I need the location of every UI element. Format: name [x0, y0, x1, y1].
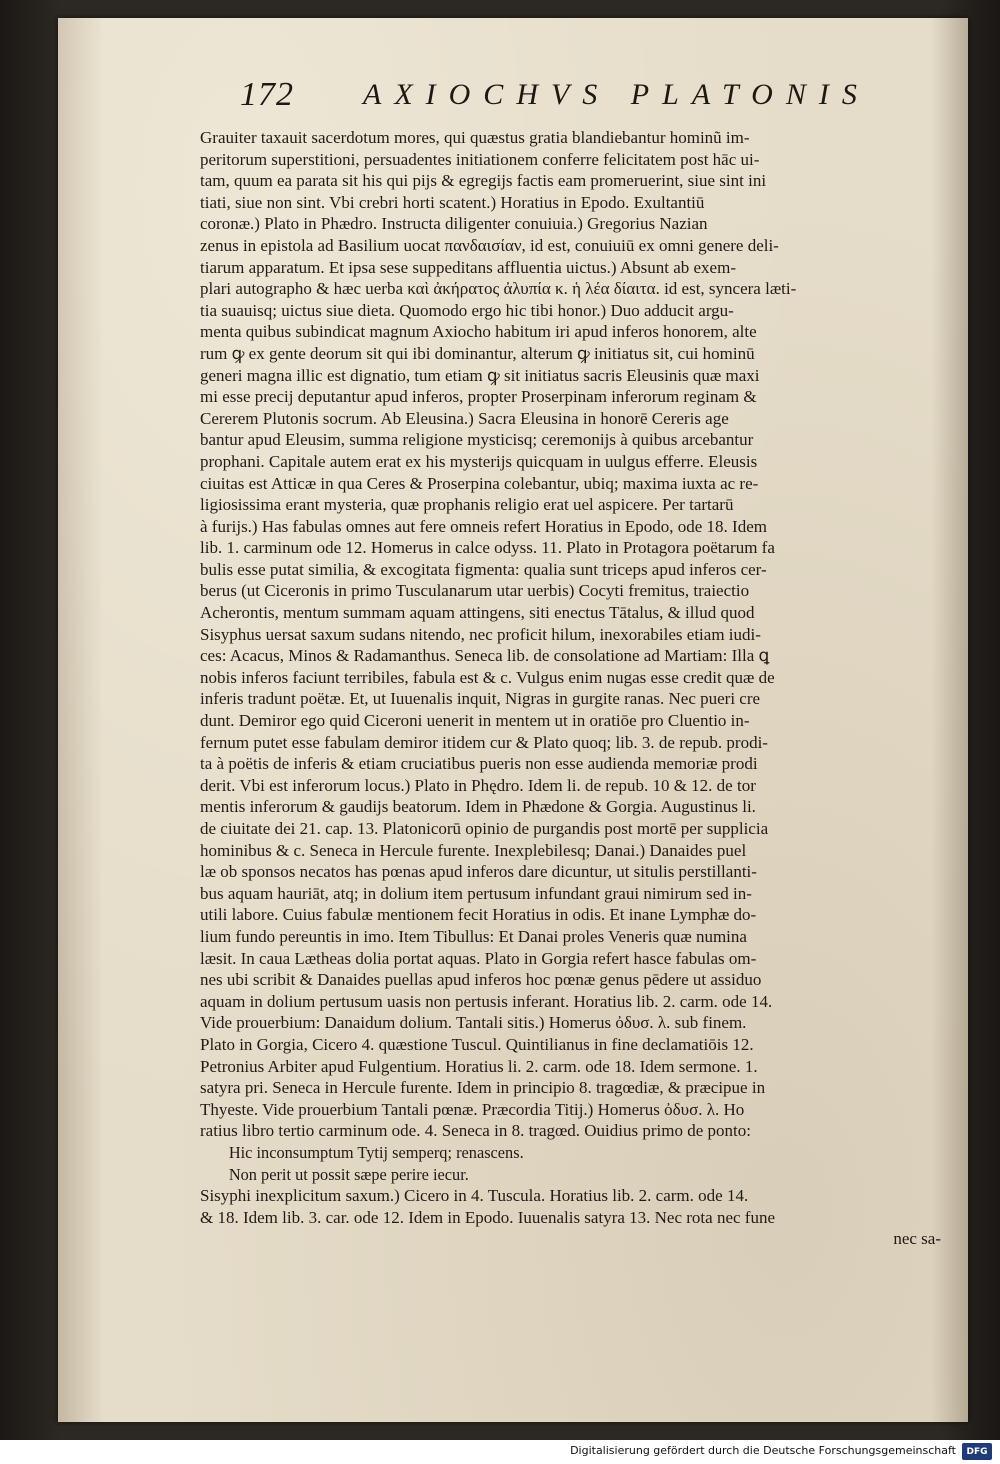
text-line: satyra pri. Seneca in Hercule furente. Idem in principio 8. tragœdiæ, & præcipue in — [200, 1078, 766, 1098]
text-line: nes ubi scribit & Danaides puellas apud inferos hoc pœnæ genus pēdere ut assiduo — [200, 970, 762, 990]
closing-lines — [200, 1185, 965, 1228]
text-line: mi esse precij deputantur apud inferos, propter Proserpinam inferorum reginam & — [200, 387, 757, 407]
verse-line: Hic inconsumptum Tytij semperq; renascens. — [228, 1142, 524, 1162]
text-line: bus aquam hauriāt, atq; in dolium item pertusum infundant graui nimirum sed in- — [200, 883, 752, 903]
verse-line: Non perit ut possit sæpe perire iecur. — [228, 1164, 469, 1184]
text-line: berus (ut Ciceronis in primo Tusculanarum utar uerbis) Cocyti fremitus, traiectio — [200, 581, 750, 601]
text-line: lium fundo pereuntis in imo. Item Tibullus: Et Danai proles Veneris quæ numina — [200, 926, 747, 946]
text-line: ciuitas est Atticæ in qua Ceres & Proserpina colebantur, ubiq; maxima iuxta ac re- — [200, 473, 759, 493]
text-line: bantur apud Eleusim, summa religione mysticisq; ceremonijs à quibus arcebantur — [200, 430, 754, 450]
text-line: Sisyphus uersat saxum sudans nitendo, nec proficit hilum, inexorabiles etiam iudi- — [200, 624, 761, 644]
text-line: læ ob sponsos necatos has pœnas apud inferos dare dicuntur, ut situlis perstillanti- — [200, 862, 757, 882]
text-line: Vide prouerbium: Danaidum dolium. Tantali sitis.) Homerus ὀδυσ. λ. sub finem. — [200, 1013, 747, 1033]
text-line: tam, quum ea parata sit his qui pijs & egregijs factis eam promeruerint, siue sint ini — [200, 171, 767, 191]
text-line: Cererem Plutonis socrum. Ab Eleusina.) Sacra Eleusina in honorē Cereris age — [200, 408, 729, 428]
funding-credit: Digitalisierung gefördert durch die Deutsche Forschungsgemeinschaft — [570, 1444, 956, 1457]
text-line: prophani. Capitale autem erat ex his mysterijs quicquam in uulgus efferre. Eleusis — [200, 451, 758, 471]
text-line: menta quibus subindicat magnum Axiocho habitum iri apud inferos honorem, alte — [200, 322, 757, 342]
text-line: nobis inferos faciunt terribiles, fabula est & c. Vulgus enim nugas esse credit quæ de — [200, 667, 775, 687]
page-number: 172 — [240, 76, 294, 113]
page-header — [178, 76, 938, 120]
footer-bar — [0, 1440, 1000, 1464]
text-line: ces: Acacus, Minos & Radamanthus. Seneca lib. de consolatione ad Martiam: Illa ꝗ — [200, 646, 770, 666]
text-line: tiati, siue non sint. Vbi crebri horti scatent.) Horatius in Epodo. Exultantiū — [200, 192, 705, 212]
text-line: Plato in Gorgia, Cicero 4. quæstione Tuscul. Quintilianus in fine declamatiōis 12. — [200, 1034, 754, 1054]
text-line: Sisyphi inexplicitum saxum.) Cicero in 4. Tuscula. Horatius lib. 2. carm. ode 14. — [200, 1186, 749, 1206]
text-line: tia suauisq; uictus siue dieta. Quomodo ergo hic tibi honor.) Duo adducit argu- — [200, 300, 734, 320]
dfg-logo: DFG — [962, 1443, 992, 1460]
text-line: & 18. Idem lib. 3. car. ode 12. Idem in Epodo. Iuuenalis satyra 13. Nec rota nec fune — [200, 1207, 775, 1227]
text-line: tiarum apparatum. Et ipsa sese suppeditans affluentia uictus.) Absunt ab exem- — [200, 257, 736, 277]
text-line: bulis esse putat similia, & excogitata figmenta: qualia sunt triceps apud inferos cer- — [200, 559, 767, 579]
text-line: lib. 1. carminum ode 12. Homerus in calce odyss. 11. Plato in Protagora poëtarum fa — [200, 538, 775, 558]
text-line: à furijs.) Has fabulas omnes aut fere omneis refert Horatius in Epodo, ode 18. Idem — [200, 516, 767, 536]
text-line: plari autographo & hæc uerba καὶ ἀκήρατος ἀλυπία κ. ἡ λέα δίαιτα. id est, syncera læti- — [200, 279, 797, 299]
commentary-text — [200, 127, 965, 1250]
text-line: ta à poëtis de inferis & etiam cruciatibus pueris non esse audienda memoriæ prodi — [200, 754, 758, 774]
text-line: derit. Vbi est inferorum locus.) Plato in Phędro. Idem li. de repub. 10 & 12. de tor — [200, 775, 756, 795]
running-title: AXIOCHVS PLATONIS — [363, 78, 870, 111]
text-line: de ciuitate dei 21. cap. 13. Platonicorū opinio de purgandis post mortē per supplicia — [200, 819, 769, 838]
text-line: coronæ.) Plato in Phædro. Instructa diligenter conuiuia.) Gregorius Nazian — [200, 214, 708, 234]
commentary-lines — [200, 127, 965, 1142]
text-line: hominibus & c. Seneca in Hercule furente. Inexplebilesq; Danai.) Danaides puel — [200, 840, 747, 860]
catchword: nec sa- — [893, 1229, 941, 1249]
text-line: aquam in dolium pertusum uasis non pertusis inferant. Horatius lib. 2. carm. ode 14. — [200, 991, 773, 1011]
text-line: utili labore. Cuius fabulæ mentionem fecit Horatius in odis. Et inane Lymphæ do- — [200, 905, 757, 925]
text-line: Grauiter taxauit sacerdotum mores, qui quæstus gratia blandiebantur hominũ im- — [200, 128, 750, 147]
text-line: Thyeste. Vide prouerbium Tantali pœnæ. Præcordia Titij.) Homerus ὀδυσ. λ. Ho — [200, 1099, 745, 1119]
text-line: generi magna illic est dignatio, tum etiam ꝙ sit initiatus sacris Eleusinis quæ maxi — [200, 365, 760, 385]
text-line: inferis tradunt poëtæ. Et, ut Iuuenalis inquit, Nigras in gurgite ranas. Nec pueri cre — [200, 689, 761, 709]
text-line: fernum putet esse fabulam demiror itidem cur & Plato quoq; lib. 3. de repub. prodi- — [200, 732, 768, 752]
text-line: læsit. In caua Lætheas dolia portat aquas. Plato in Gorgia refert hasce fabulas om- — [200, 948, 757, 968]
text-line: dunt. Demiror ego quid Ciceroni uenerit in mentem ut in oratiōe pro Cluentio in- — [200, 711, 750, 731]
text-line: Acherontis, mentum summam aquam attingens, siti enectus Tātalus, & illud quod — [200, 603, 755, 623]
text-line: mentis inferorum & gaudijs beatorum. Idem in Phædone & Gorgia. Augustinus li. — [200, 797, 756, 817]
text-line: zenus in epistola ad Basilium uocat πανδαισίαν, id est, conuiuiū ex omni genere deli- — [200, 235, 779, 255]
text-line: rum ꝙ ex gente deorum sit qui ibi dominantur, alterum ꝙ initiatus sit, cui hominū — [200, 343, 755, 363]
text-line: Petronius Arbiter apud Fulgentium. Horatius li. 2. carm. ode 18. Idem sermone. 1. — [200, 1056, 758, 1076]
text-line: ligiosissima erant mysteria, quæ prophanis religio erat uel aspicere. Per tartarū — [200, 495, 734, 515]
verse-quotation — [200, 1142, 965, 1185]
text-line: ratius libro tertio carminum ode. 4. Seneca in 8. tragœd. Ouidius primo de ponto: — [200, 1121, 751, 1141]
text-line: peritorum superstitioni, persuadentes initiationem conferre felicitatem post hāc ui- — [200, 149, 760, 169]
